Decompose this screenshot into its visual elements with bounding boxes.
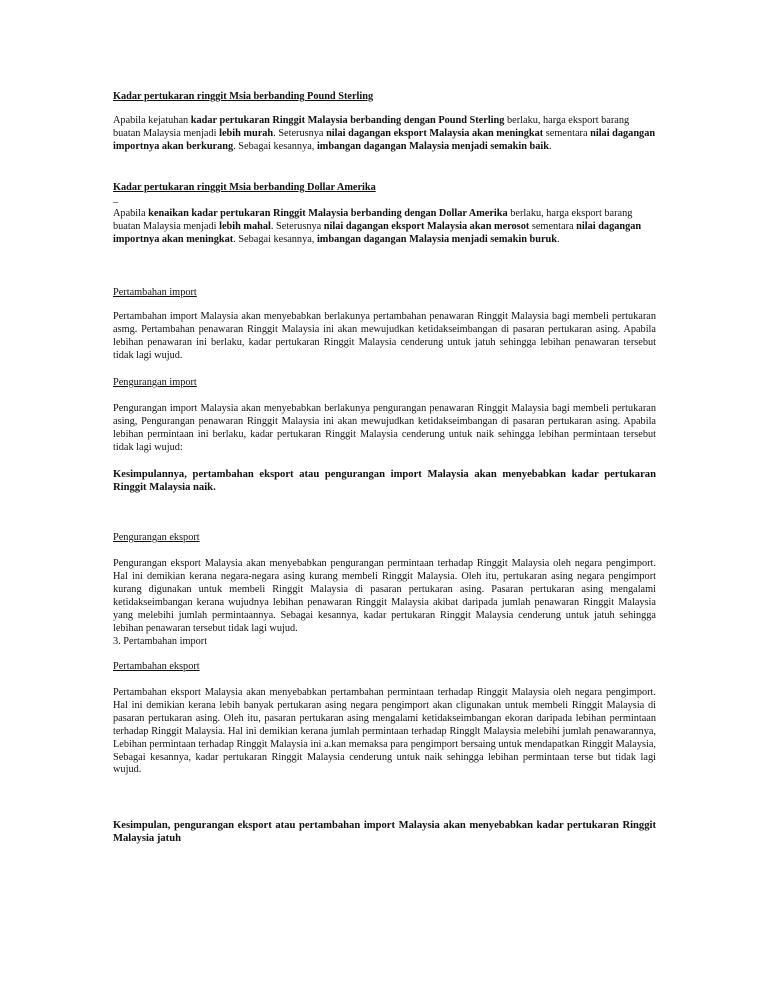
paragraph-pengurangan-eksport: Pengurangan eksport Malaysia akan menyebabkan pengurangan permintaan terhadap Ringgit Malaysia oleh negara pengimport. Hal ini demikian kerana negara-negara asing kurang membeli Ringgit Malaysia. Oleh itu, pertukaran asing negara pengimport kurang digunakan untuk membeli Ringgit Malaysia di pasaran pertukaran asing. Pasaran pertukaran asing mengalami ketidakseimbangan kerana wujudnya lebihan penawaran Ringgit Malaysia akibat daripada jumlah penawaran Ringgit Malaysia yang melebihi jumlah permintaannya. Sebagai kesannya, kadar pertukaran Ringgit Malaysia cenderung untuk jatuh sehingga lebihan penawaran tersebut tidak lagi wujud. — [113, 558, 656, 634]
dash-mark: _ — [113, 193, 119, 204]
heading-pengurangan-import: Pengurangan import — [113, 377, 197, 388]
bold-run: lebih mahal — [219, 220, 271, 232]
conclusion-1: Kesimpulannya, pertambahan eksport atau pengurangan import Malaysia akan menyebabkan kadar pertukaran Ringgit Malaysia naik. — [113, 469, 656, 493]
text-run: Apabila kejatuhan — [113, 115, 191, 126]
text-run: berlaku, harga eksport barang buatan Malaysia menjadi — [113, 115, 630, 139]
paragraph-pound-sterling — [113, 115, 656, 154]
heading-pengurangan-eksport: Pengurangan eksport — [113, 532, 200, 543]
heading-pound-sterling: Kadar pertukaran ringgit Msia berbanding Pound Sterling — [113, 91, 374, 102]
bold-run: imbangan dagangan Malaysia menjadi semakin baik — [316, 140, 549, 152]
text-run: . — [556, 233, 560, 245]
heading-pertambahan-import: Pertambahan import — [113, 287, 197, 298]
text-run: . Sebagai kesannya, — [233, 233, 317, 245]
text-run: . Sebagai kesannya, — [233, 140, 317, 152]
bold-run: imbangan dagangan Malaysia menjadi semakin buruk — [316, 233, 557, 245]
bold-run: nilai dagangan importnya akan meningkat — [113, 220, 642, 245]
bold-run: nilai dagangan eksport Malaysia akan merosot — [323, 220, 530, 232]
text-run: Apabila — [113, 208, 149, 219]
paragraph-dollar-amerika — [113, 208, 656, 247]
conclusion-2: Kesimpulan, pengurangan eksport atau pertambahan import Malaysia akan menyebabkan kadar pertukaran Ringgit Malaysia jatuh — [113, 820, 656, 844]
heading-pertambahan-eksport: Pertambahan eksport — [113, 661, 200, 672]
bold-run: kenaikan kadar pertukaran Ringgit Malaysia berbanding dengan Dollar Amerika — [148, 208, 508, 219]
text-run: . Seterusnya — [270, 220, 324, 232]
text-run: . Seterusnya — [273, 127, 327, 139]
paragraph-pertambahan-import: Pertambahan import Malaysia akan menyebabkan berlakunya pertambahan penawaran Ringgit Malaysia bagi membeli pertukaran asmg. Pertambahan penawaran Ringgit Malaysia ini akan mewujudkan ketidakseimbangan di pasaran pertukaran asing. Apabila lebihan penawaran ini berlaku, kadar pertukaran Ringgit Malaysia cenderung untuk jatuh sehingga lebihan penawaran tersebut tidak lagi wujud. — [113, 311, 656, 361]
bold-run: nilai dagangan importnya akan berkurang — [113, 127, 656, 152]
text-run: . — [548, 140, 552, 152]
bold-run: nilai dagangan eksport Malaysia akan meningkat — [326, 127, 544, 139]
heading-dollar-amerika: Kadar pertukaran ringgit Msia berbanding Dollar Amerika — [113, 182, 376, 193]
paragraph-pertambahan-eksport: Pertambahan eksport Malaysia akan menyebabkan pertambahan permintaan terhadap Ringgit Malaysia oleh negara pengimport. Hal ini demikian kerana lebih banyak pertukaran asing negara pengimport akan cligunakan untuk membeli Ringgit Malaysia di pasaran pertukaran asing. Oleh itu, pasaran pertukaran asing mengalami ketidakseimbangan ekoran daripada lebihan permintaan terhadap Ringgit Malaysia. Hal ini demikian kerana jumlah permintaan terhadap Ringglt Malaysia melebihi jumlah penawarannya, Lebihan permintaan terhadap Ringgit Malaysia ini a.kan memaksa para pengimport bersaing untuk mendapatkan Ringgit Malaysia, Sebagai kesannya, kadar pertukaran Ringgit Malaysia cenderung untuk naik sehingga lebihan permintaan terse but tidak lagi wujud. — [113, 687, 656, 776]
text-run: sementara — [529, 220, 577, 232]
paragraph-pengurangan-import: Pengurangan import Malaysia akan menyebabkan berlakunya pengurangan penawaran Ringgit Malaysia bagi membeli pertukaran asing, Pengurangan penawaran Ringgit Malaysia ini akan mewujudkan ketidakseimbangan di pasaran pertukaran asing. Apabila lebihan permintaan ini berlaku, kadar pertukaran Ringgit Malaysia cenderung untuk naik sehingga lebihan permintaan tersebut tidak lagi wujud: — [113, 403, 656, 453]
text-run: berlaku, harga eksport barang buatan Malaysia menjadi — [113, 208, 633, 232]
numbered-heading-pertambahan-import: 3. Pertambahan import — [113, 636, 208, 647]
text-run: sementara — [543, 127, 591, 139]
bold-run: kadar pertukaran Ringgit Malaysia berbanding dengan Pound Sterling — [190, 115, 505, 126]
bold-run: lebih murah — [219, 127, 274, 139]
